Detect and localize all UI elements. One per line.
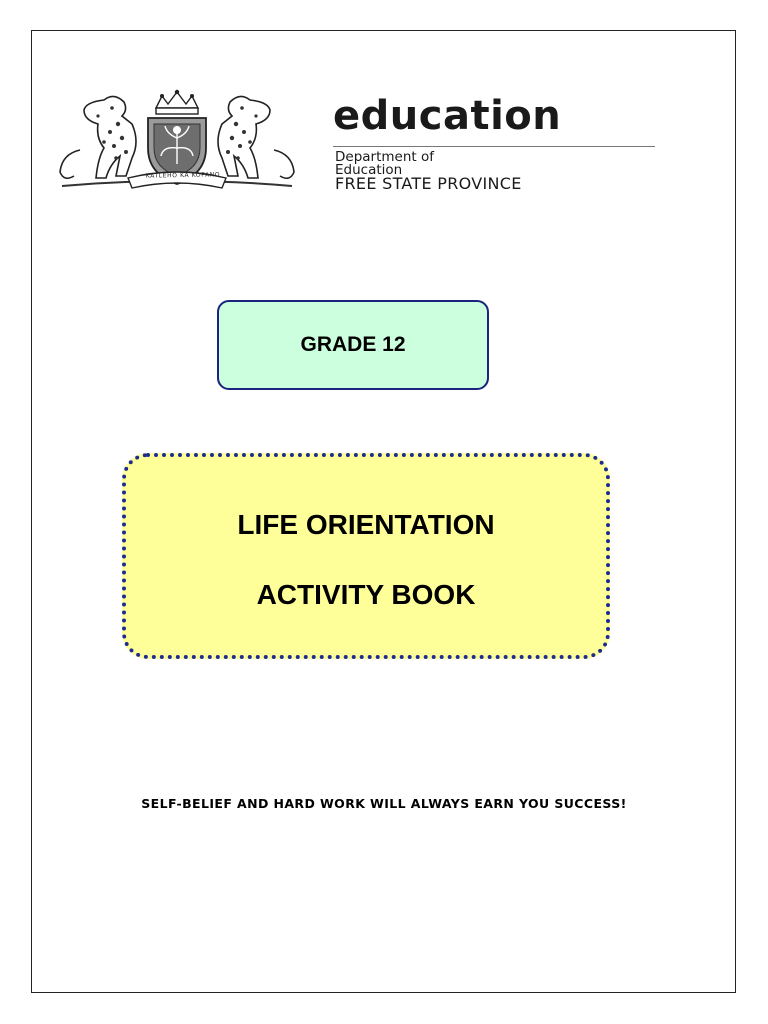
footer-motto: SELF-BELIEF AND HARD WORK WILL ALWAYS EARN YOU SUCCESS! — [141, 796, 627, 811]
wordmark-divider — [333, 146, 655, 147]
title-box — [122, 453, 610, 659]
department-line-1: Department of — [335, 149, 434, 165]
education-wordmark: education — [333, 93, 562, 139]
coat-of-arms-motto: KATLEHO KA KOPANO — [145, 171, 221, 180]
title-line-2: ACTIVITY BOOK — [256, 579, 476, 610]
coat-of-arms-icon — [52, 86, 302, 200]
title-line-1: LIFE ORIENTATION — [237, 509, 495, 540]
grade-box — [217, 300, 489, 390]
department-line-2: Education — [335, 162, 403, 178]
grade-label: GRADE 12 — [300, 333, 406, 356]
province-name: FREE STATE PROVINCE — [335, 174, 522, 193]
